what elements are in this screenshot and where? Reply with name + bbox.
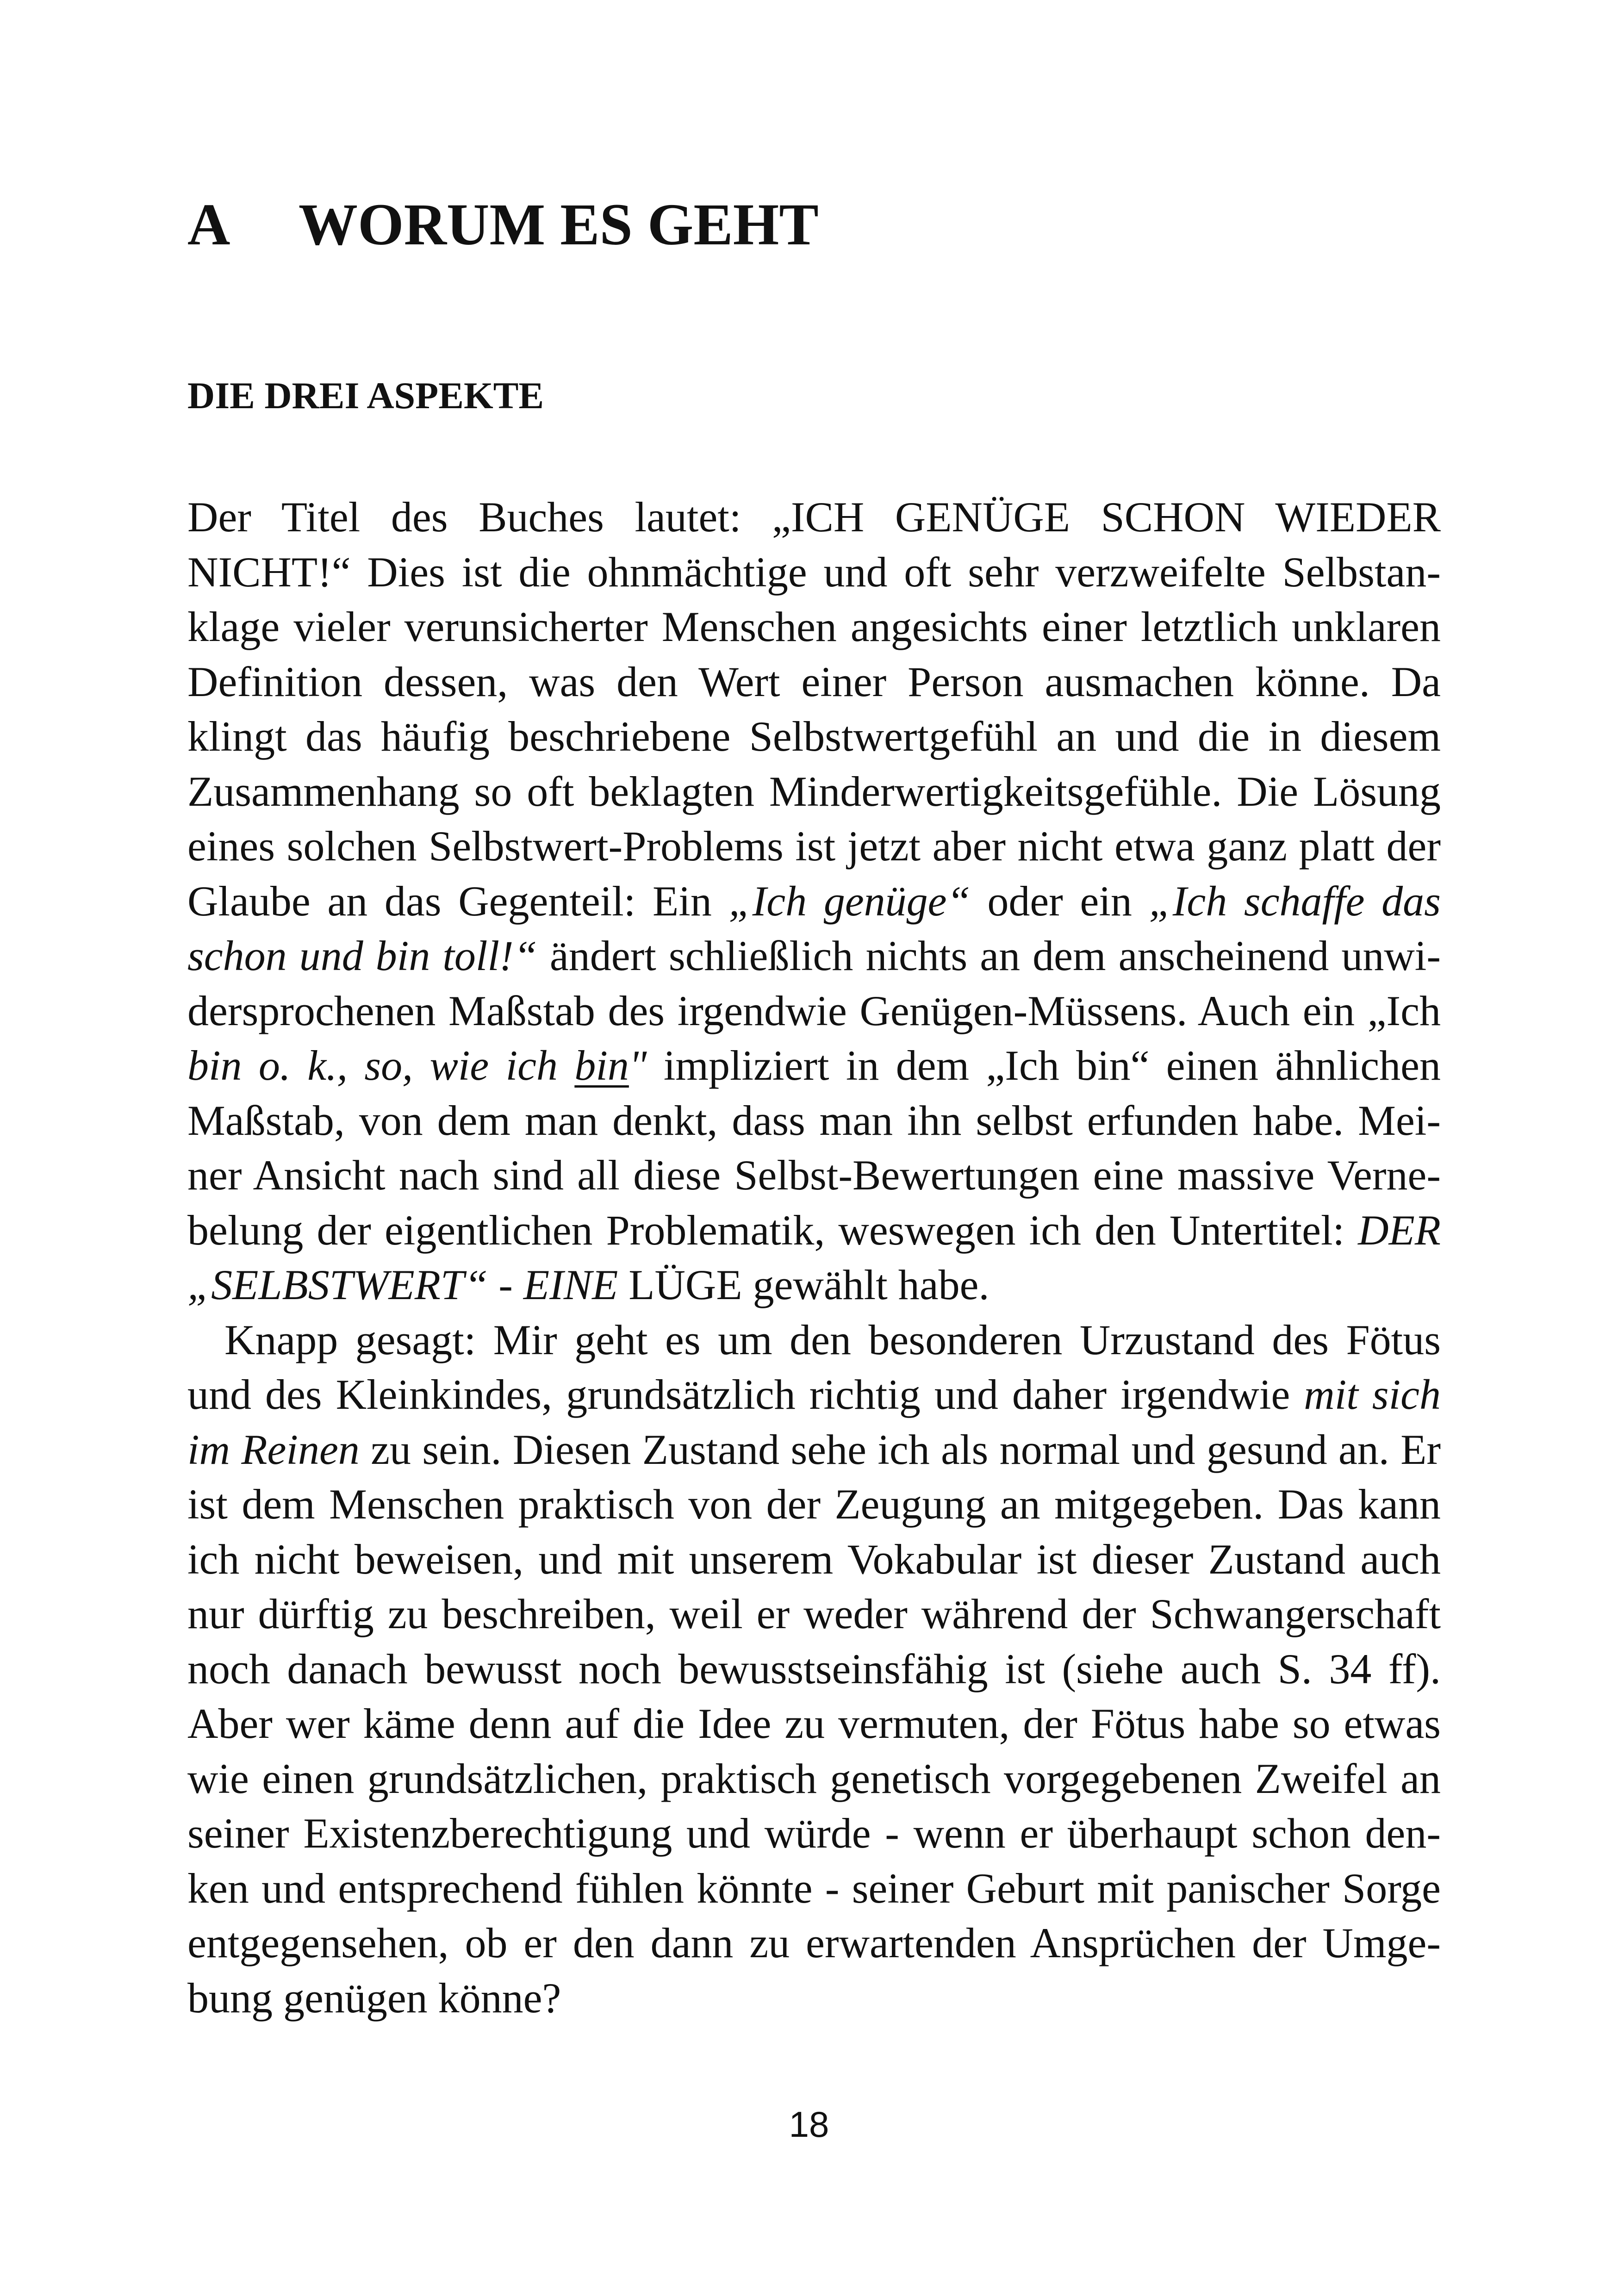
text-line: Definition dessen, was den Wert einer Person ausmachen könne. Da — [187, 658, 1441, 705]
chapter-heading — [187, 187, 1437, 261]
text-line — [187, 874, 1441, 929]
text-line: Knapp gesagt: Mir geht es um den besonderen Urzustand des Fötus — [224, 1316, 1441, 1363]
text-line — [187, 1367, 1441, 1422]
text-line: NICHT!“ Dies ist die ohnmächtige und oft sehr verzweifelte Selbstan- — [187, 548, 1441, 596]
italic-run: „Ich schaffe das — [1149, 877, 1441, 925]
text-line: noch danach bewusst noch bewusstseinsfähig ist (siehe auch S. 34 ff). — [187, 1645, 1441, 1692]
text-line: ner Ansicht nach sind all diese Selbst-Bewertungen eine massive Verne- — [187, 1151, 1441, 1199]
text-line: klage vieler verunsicherter Menschen angesichts einer letztlich unklaren — [187, 603, 1441, 650]
text-run: ändert schließlich nichts an dem anscheinend unwi- — [537, 932, 1441, 979]
text-line: nur dürftig zu beschreiben, weil er weder während der Schwangerschaft — [187, 1590, 1441, 1637]
italic-run: bin o. k., so, wie ich — [187, 1042, 575, 1089]
text-line: Maßstab, von dem man denkt, dass man ihn selbst erfunden habe. Mei- — [187, 1096, 1441, 1144]
text-line: wie einen grundsätzlichen, praktisch genetisch vorgegebenen Zweifel an — [187, 1755, 1441, 1802]
text-line: Aber wer käme denn auf die Idee zu vermuten, der Fötus habe so etwas — [187, 1700, 1441, 1747]
text-run: LÜGE gewählt habe. — [618, 1261, 989, 1308]
text-run: impliziert in dem „Ich bin“ einen ähnlichen — [647, 1042, 1441, 1089]
section-heading: DIE DREI ASPEKTE — [187, 374, 544, 417]
text-run: und des Kleinkindes, grundsätzlich richtig und daher irgendwie — [187, 1371, 1304, 1418]
text-line: ken und entsprechend fühlen könnte - seiner Geburt mit panischer Sorge — [187, 1864, 1441, 1912]
text-line — [187, 1257, 1441, 1313]
text-line — [187, 1038, 1441, 1093]
text-line — [187, 1422, 1441, 1477]
italic-run: schon und bin toll!“ — [187, 932, 537, 979]
text-run: Glaube an das Gegenteil: Ein — [187, 877, 729, 925]
italic-run: im Reinen — [187, 1425, 360, 1473]
italic-run: DER — [1358, 1206, 1441, 1254]
text-line: eines solchen Selbstwert-Problems ist jetzt aber nicht etwa ganz platt der — [187, 822, 1441, 870]
text-run: belung der eigentlichen Problematik, weswegen ich den Untertitel: — [187, 1206, 1358, 1254]
text-line — [187, 1203, 1441, 1258]
text-line — [187, 928, 1441, 983]
text-run: zu sein. Diesen Zustand sehe ich als normal und gesund an. Er — [359, 1425, 1441, 1473]
italic-run: " — [629, 1042, 647, 1089]
italic-run: mit sich — [1304, 1371, 1441, 1418]
italic-run: „SELBSTWERT“ - EINE — [187, 1261, 618, 1308]
chapter-letter: A — [187, 192, 230, 257]
text-line: ist dem Menschen praktisch von der Zeugung an mitgegeben. Das kann — [187, 1481, 1441, 1528]
page-number: 18 — [789, 2104, 829, 2145]
chapter-title: WORUM ES GEHT — [299, 192, 819, 257]
underlined-italic-run: bin — [574, 1042, 629, 1089]
text-line: klingt das häufig beschriebene Selbstwertgefühl an und die in diesem — [187, 713, 1441, 760]
text-line: entgegensehen, ob er den dann zu erwartenden Ansprüchen der Umge- — [187, 1919, 1441, 1966]
text-line: Zusammenhang so oft beklagten Minderwertigkeitsgefühle. Die Lösung — [187, 767, 1441, 815]
text-line: Der Titel des Buches lautet: „ICH GENÜGE SCHON WIEDER — [187, 493, 1441, 541]
text-line: seiner Existenzberechtigung und würde - wenn er überhaupt schon den- — [187, 1810, 1441, 1857]
italic-run: „Ich genüge“ — [728, 877, 971, 925]
text-line: dersprochenen Maßstab des irgendwie Genügen-Müssens. Auch ein „Ich — [187, 987, 1441, 1034]
body-text — [187, 490, 1441, 2025]
text-run: oder ein — [970, 877, 1149, 925]
text-line: ich nicht beweisen, und mit unserem Vokabular ist dieser Zustand auch — [187, 1535, 1441, 1583]
text-line: bung genügen könne? — [187, 1974, 561, 2022]
